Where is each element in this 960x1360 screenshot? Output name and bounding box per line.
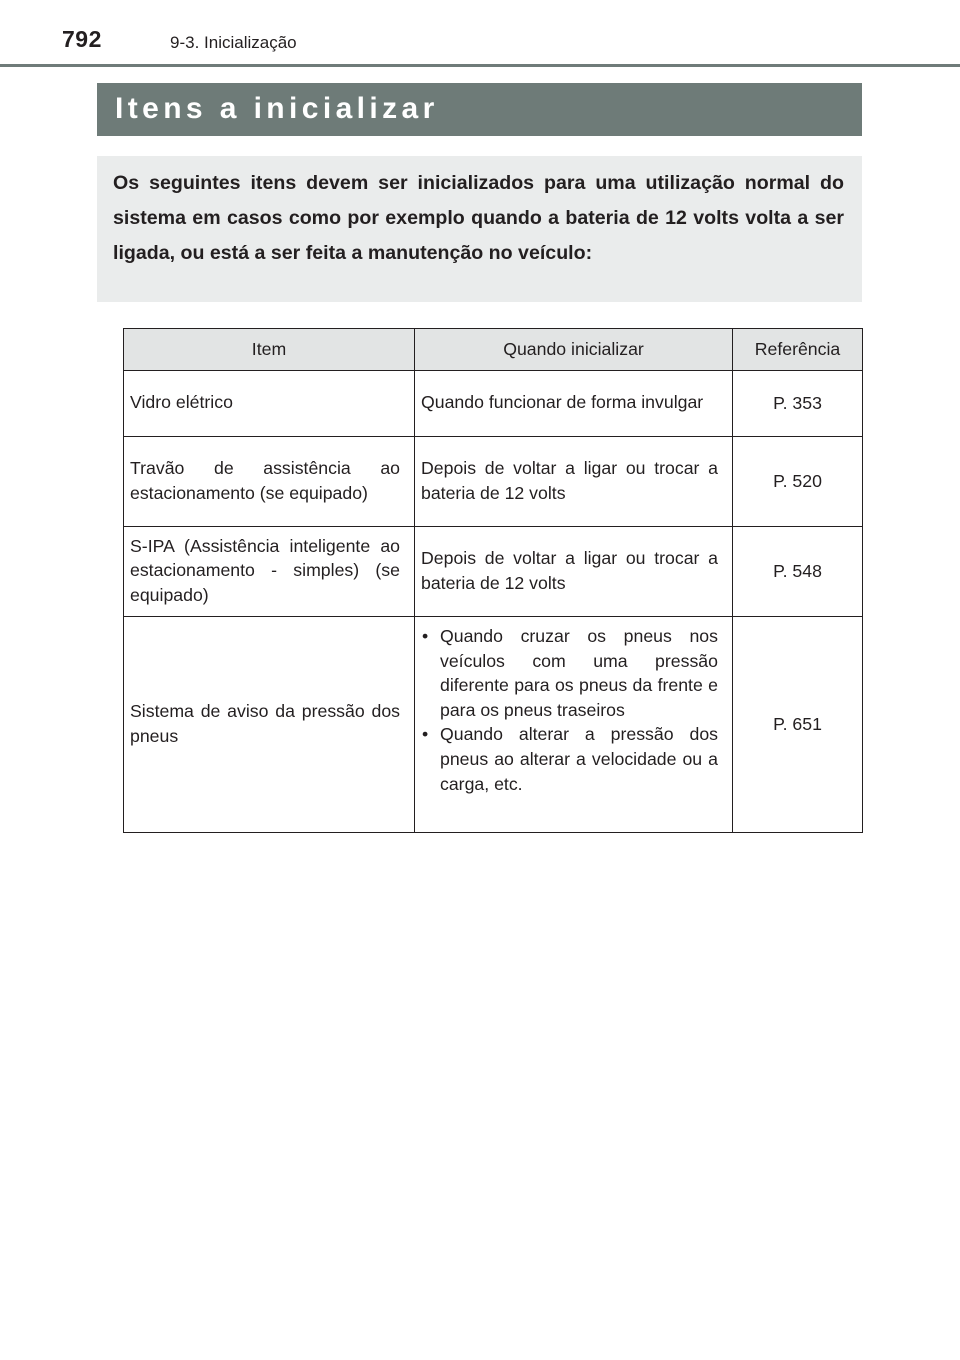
section-label: 9-3. Inicialização bbox=[170, 33, 297, 52]
table-row bbox=[124, 371, 863, 437]
initialization-table bbox=[123, 328, 863, 833]
intro-text: Os seguintes itens devem ser inicializados para uma utilização normal do sistema em casos como por exemplo quando a bateria de 12 volts volta a ser ligada, ou está a ser feita a manutenção no veículo: bbox=[113, 172, 844, 264]
list-item: • Quando cruzar os pneus nos veículos com uma pressão diferente para os pneus da frente e para os pneus traseiros bbox=[421, 624, 718, 722]
when-cell: Quando funcionar de forma invulgar bbox=[415, 371, 733, 437]
section-title-band bbox=[97, 83, 862, 136]
table-row bbox=[124, 617, 863, 833]
item-cell: S-IPA (Assistência inteligente ao estacionamento - simples) (se equipado) bbox=[124, 527, 415, 617]
page-number: 792 bbox=[62, 26, 102, 52]
reference-cell: P. 520 bbox=[733, 437, 863, 527]
reference-cell: P. 353 bbox=[733, 371, 863, 437]
table-row bbox=[124, 527, 863, 617]
when-cell bbox=[415, 617, 733, 833]
table-header-row bbox=[124, 329, 863, 371]
section-title: Itens a inicializar bbox=[115, 92, 439, 125]
item-cell: Sistema de aviso da pressão dos pneus bbox=[124, 617, 415, 833]
column-header-when: Quando inicializar bbox=[415, 329, 733, 371]
column-header-reference: Referência bbox=[733, 329, 863, 371]
column-header-item: Item bbox=[124, 329, 415, 371]
intro-box bbox=[97, 156, 862, 302]
reference-cell: P. 651 bbox=[733, 617, 863, 833]
table-row bbox=[124, 437, 863, 527]
item-cell: Travão de assistência ao estacionamento (se equipado) bbox=[124, 437, 415, 527]
header-divider bbox=[0, 64, 960, 67]
item-cell: Vidro elétrico bbox=[124, 371, 415, 437]
when-bullet-list bbox=[421, 624, 718, 796]
reference-cell: P. 548 bbox=[733, 527, 863, 617]
when-cell: Depois de voltar a ligar ou trocar a bateria de 12 volts bbox=[415, 527, 733, 617]
list-item: • Quando alterar a pressão dos pneus ao alterar a velocidade ou a carga, etc. bbox=[421, 722, 718, 796]
when-cell: Depois de voltar a ligar ou trocar a bateria de 12 volts bbox=[415, 437, 733, 527]
